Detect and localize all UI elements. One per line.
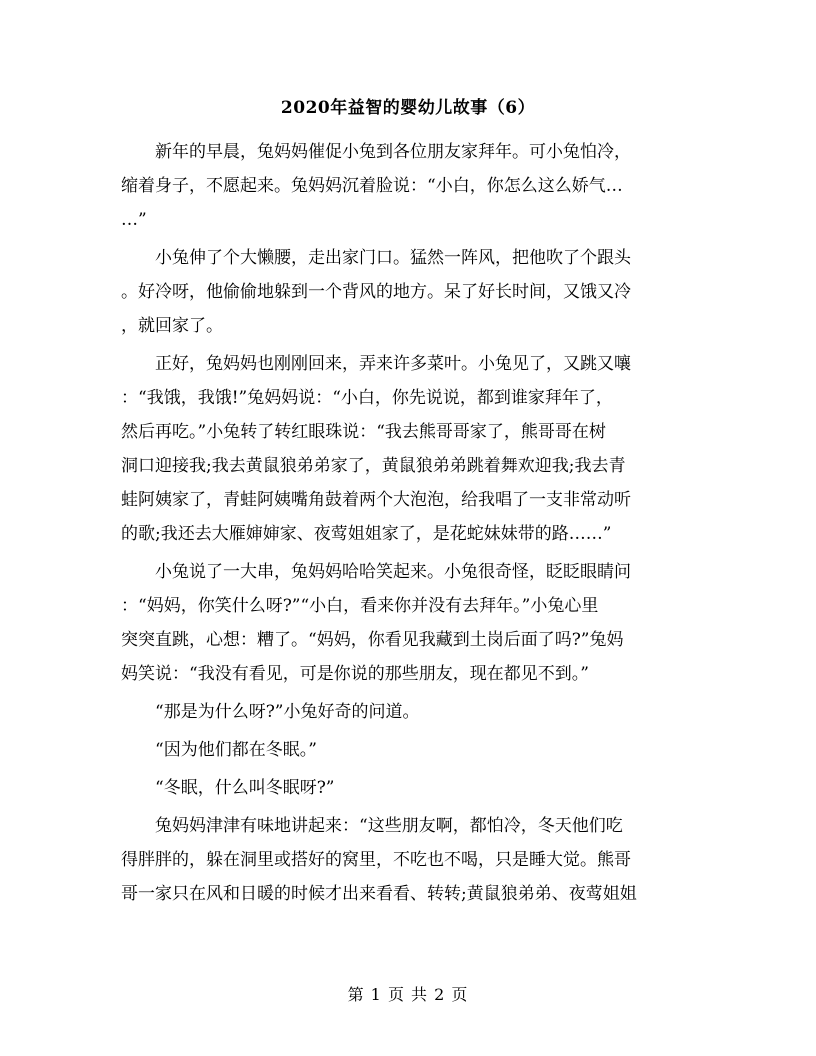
text-line: 小兔说了一大串，兔妈妈哈哈笑起来。小兔很奇怪，眨眨眼睛问 (121, 562, 631, 582)
text-line: 小兔伸了个大懒腰，走出家门口。猛然一阵风，把他吹了个跟头 (121, 248, 631, 268)
text-line: “那是为什么呀?”小兔好奇的问道。 (121, 702, 420, 722)
text-line: 哥一家只在风和日暖的时候才出来看看、转转;黄鼠狼弟弟、夜莺姐姐 (121, 884, 637, 904)
text-line: 新年的早晨，兔妈妈催促小兔到各位朋友家拜年。可小兔怕冷， (121, 142, 631, 162)
text-line: 兔妈妈津津有味地讲起来：“这些朋友啊，都怕冷，冬天他们吃 (121, 816, 623, 836)
document-title: 2020年益智的婴幼儿故事（6） (280, 98, 536, 118)
text-line: “因为他们都在冬眠。” (121, 740, 317, 760)
text-line: 得胖胖的，躲在洞里或搭好的窝里，不吃也不喝，只是睡大觉。熊哥 (121, 850, 631, 870)
text-line: 妈笑说：“我没有看见，可是你说的那些朋友，现在都见不到。” (121, 664, 589, 684)
text-line: …” (121, 210, 147, 230)
text-line: ：“妈妈，你笑什么呀?”“小白，看来你并没有去拜年。”小兔心里 (121, 596, 599, 616)
text-line: 洞口迎接我;我去黄鼠狼弟弟家了，黄鼠狼弟弟跳着舞欢迎我;我去青 (121, 456, 626, 476)
text-line: 的歌;我还去大雁婶婶家、夜莺姐姐家了，是花蛇妹妹带的路……” (121, 524, 612, 544)
text-line: “冬眠，什么叫冬眠呀?” (121, 778, 335, 798)
text-line: 缩着身子，不愿起来。兔妈妈沉着脸说：“小白，你怎么这么娇气… (121, 176, 623, 196)
page-footer: 第 1 页 共 2 页 (347, 985, 469, 1004)
text-line: ：“我饿，我饿!”兔妈妈说：“小白，你先说说，都到谁家拜年了， (121, 388, 613, 408)
text-line: 。好冷呀，他偷偷地躲到一个背风的地方。呆了好长时间，又饿又冷 (121, 282, 631, 302)
text-line: 突突直跳，心想：糟了。“妈妈，你看见我藏到土岗后面了吗?”兔妈 (121, 630, 624, 650)
text-line: ，就回家了。 (121, 316, 223, 336)
text-line: 然后再吃。”小兔转了转红眼珠说：“我去熊哥哥家了，熊哥哥在树 (121, 422, 606, 442)
text-line: 蛙阿姨家了，青蛙阿姨嘴角鼓着两个大泡泡，给我唱了一支非常动听 (121, 490, 631, 510)
text-line: 正好，兔妈妈也刚刚回来，弄来许多菜叶。小兔见了，又跳又嚷 (121, 354, 631, 374)
